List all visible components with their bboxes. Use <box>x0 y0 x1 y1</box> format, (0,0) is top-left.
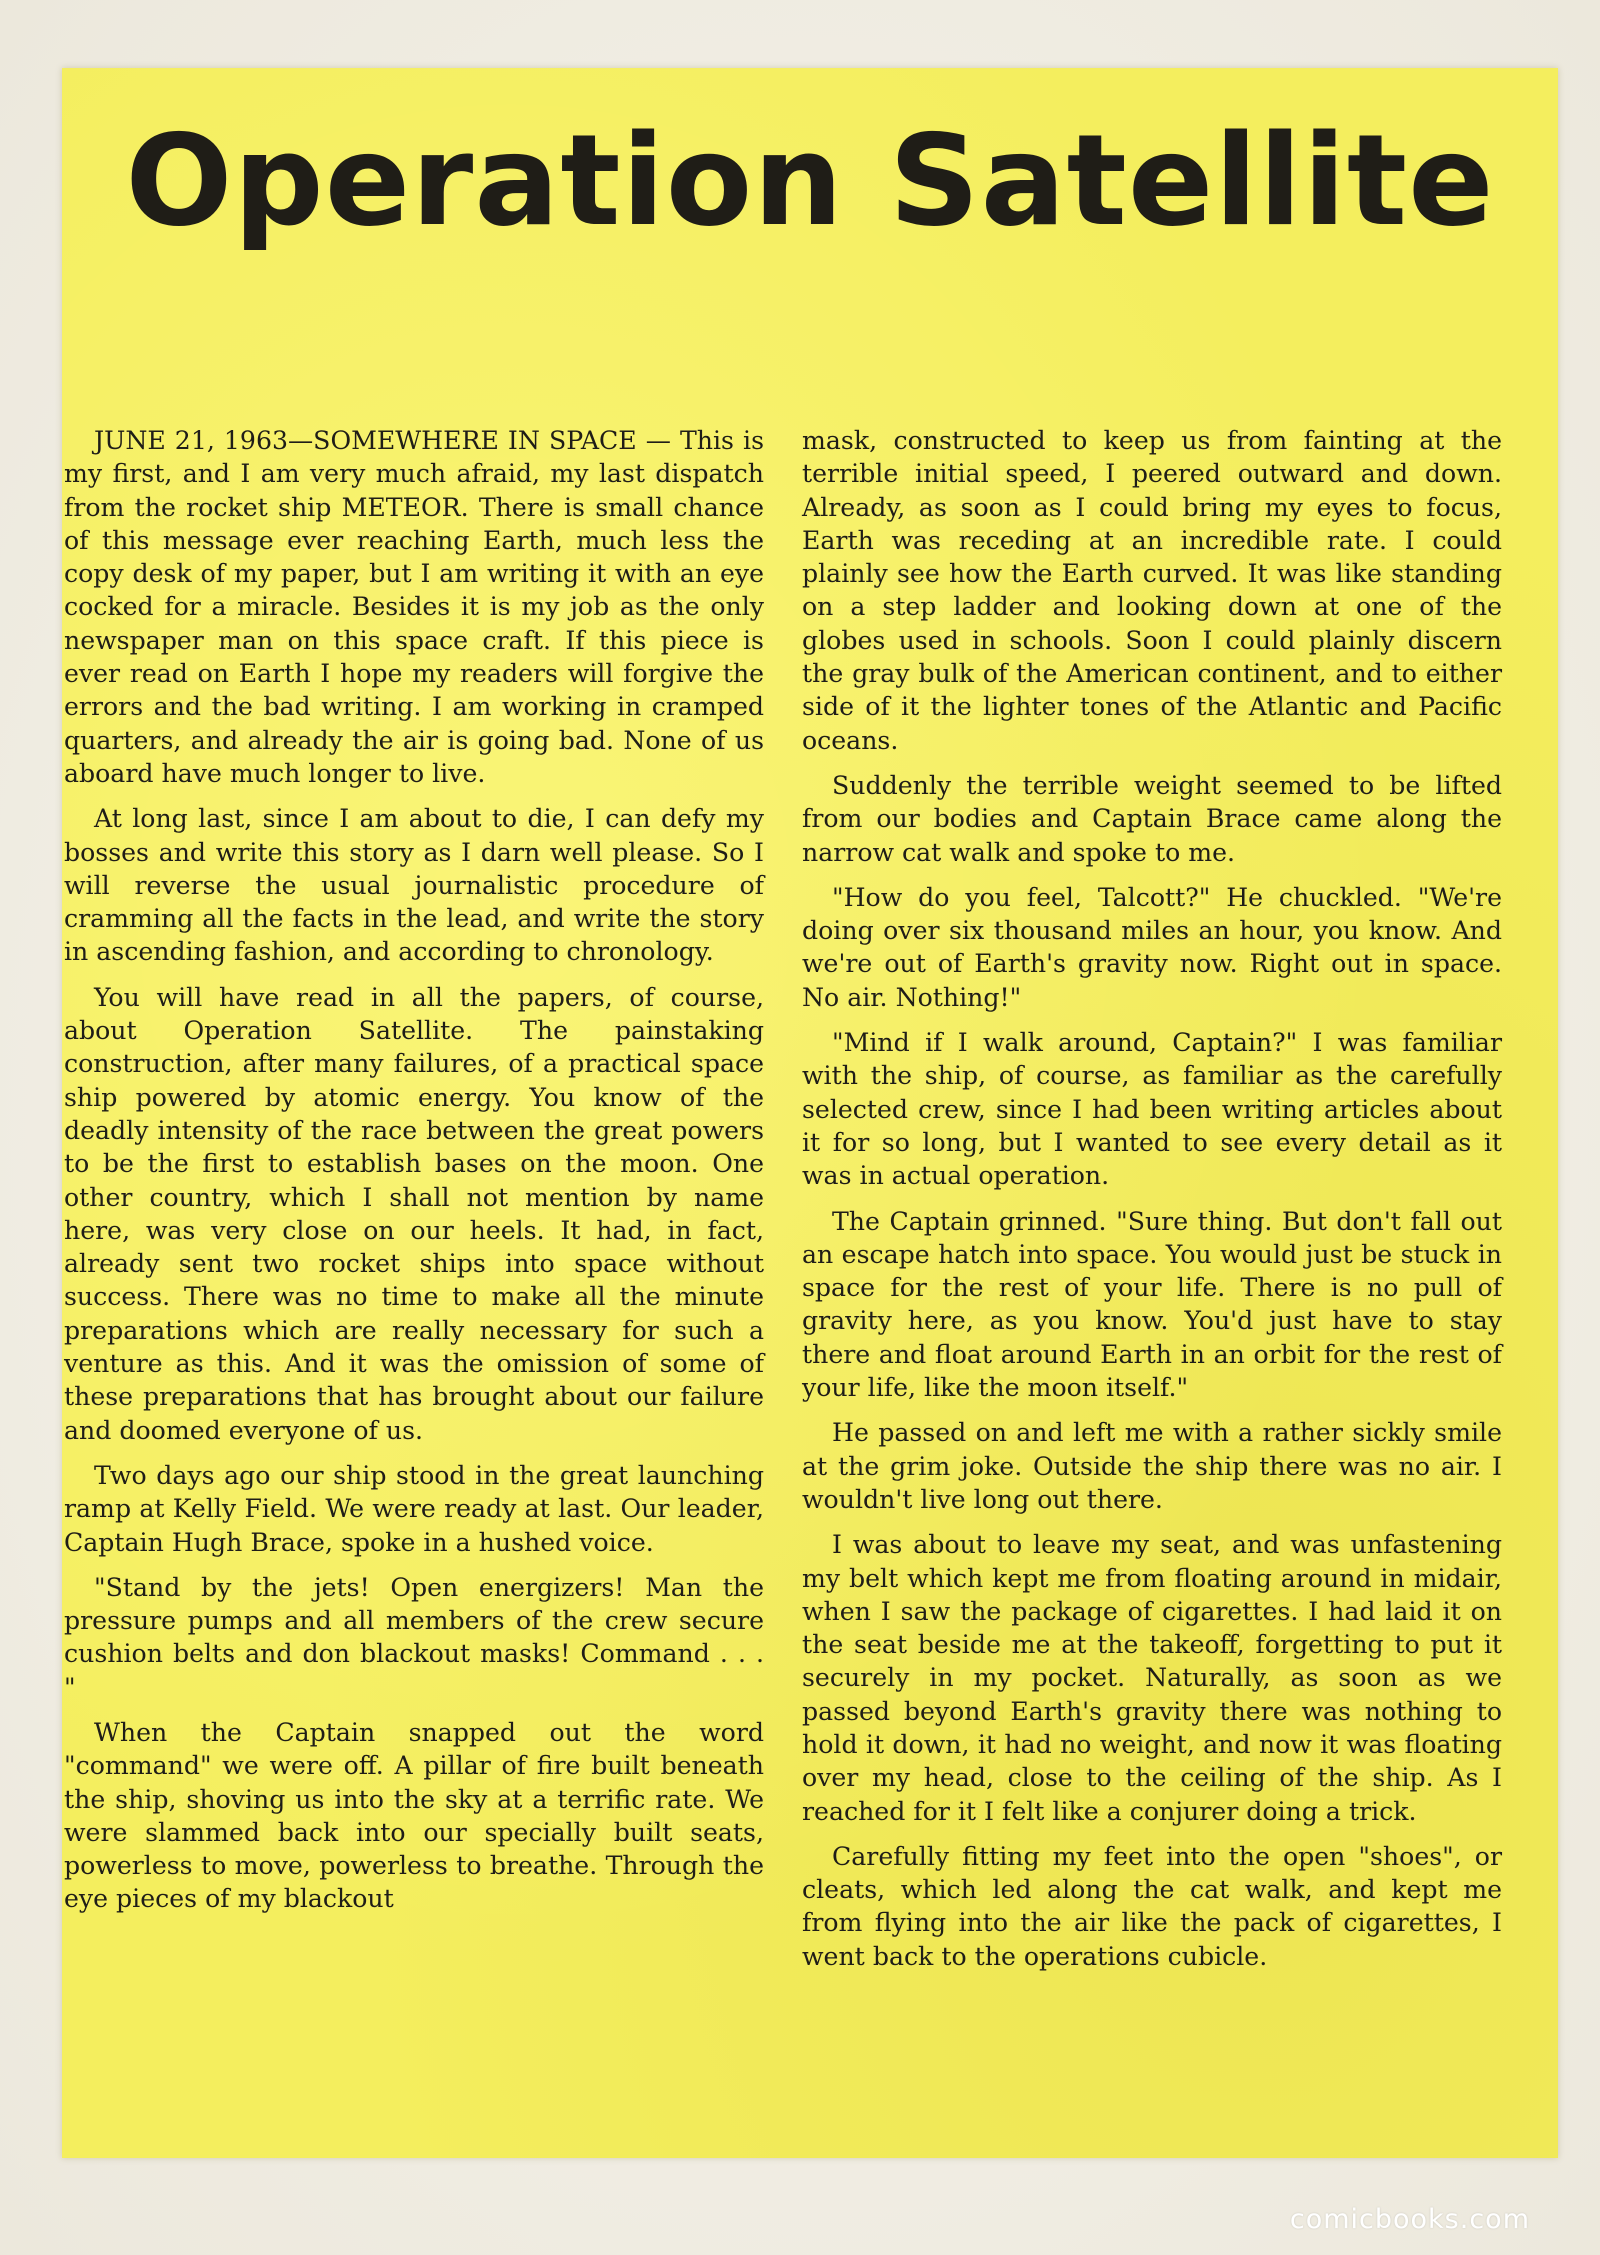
paragraph: Two days ago our ship stood in the great launching ramp at Kelly Field. We were ready at last. Our leader, Captain Hugh Brace, spoke in a hushed voice. <box>64 1460 764 1557</box>
paragraph: Suddenly the terrible weight seemed to be lifted from our bodies and Captain Brace came along the narrow cat walk and spoke to me. <box>802 770 1502 867</box>
paragraph: You will have read in all the papers, of course, about Operation Satellite. The painstaking construction, after many failures, of a practical space ship powered by atomic energy. You know of the deadly intensity of the race between the great powers to be the first to establish bases on the moon. One other country, which I shall not mention by name here, was very close on our heels. It had, in fact, already sent two rocket ships into space without success. There was no time to make all the minute preparations which are really necessary for such a venture as this. And it was the omission of some of these preparations that has brought about our failure and doomed everyone of us. <box>64 982 764 1445</box>
right-column <box>802 424 1502 1985</box>
watermark: comicbooks.com <box>1289 2204 1530 2235</box>
paragraph: "Mind if I walk around, Captain?" I was familiar with the ship, of course, as familiar as the carefully selected crew, since I had been writing articles about it for so long, but I wanted to see every detail as it was in actual operation. <box>802 1028 1502 1191</box>
paragraph: I was about to leave my seat, and was unfastening my belt which kept me from floating around in midair, when I saw the package of cigarettes. I had laid it on the seat beside me at the takeoff, forgetting to put it securely in my pocket. Naturally, as soon as we passed beyond Earth's gravity there was nothing to hold it down, it had no weight, and now it was floating over my head, close to the ceiling of the ship. As I reached for it I felt like a conjurer doing a trick. <box>802 1530 1502 1826</box>
paragraph: "Stand by the jets! Open energizers! Man the pressure pumps and all members of the crew secure cushion belts and don blackout masks! Command . . . " <box>64 1572 764 1702</box>
article-title: Operation Satellite <box>125 107 1495 254</box>
paragraph: Carefully fitting my feet into the open "shoes", or cleats, which led along the cat walk, and kept me from flying into the air like the pack of cigarettes, I went back to the operations cubicle. <box>802 1841 1502 1971</box>
paragraph: When the Captain snapped out the word "command" we were off. A pillar of fire built beneath the ship, shoving us into the sky at a terrific rate. We were slammed back into our specially built seats, powerless to move, powerless to breathe. Through the eye pieces of my blackout <box>64 1717 764 1914</box>
paragraph: The Captain grinned. "Sure thing. But don't fall out an escape hatch into space. You would just be stuck in space for the rest of your life. There is no pull of gravity here, as you know. You'd just have to stay there and float around Earth in an orbit for the rest of your life, like the moon itself." <box>802 1206 1502 1403</box>
paragraph: He passed on and left me with a rather sickly smile at the grim joke. Outside the ship there was no air. I wouldn't live long out there. <box>802 1418 1502 1514</box>
left-column <box>64 424 764 1928</box>
paragraph: mask, constructed to keep us from fainting at the terrible initial speed, I peered outward and down. Already, as soon as I could bring my eyes to focus, Earth was receding at an incredible rate. I could plainly see how the Earth curved. It was like standing on a step ladder and looking down at one of the globes used in schools. Soon I could plainly discern the gray bulk of the American continent, and to either side of it the lighter tones of the Atlantic and Pacific oceans. <box>802 426 1502 755</box>
paragraph: At long last, since I am about to die, I can defy my bosses and write this story as I darn well please. So I will reverse the usual journalistic procedure of cramming all the facts in the lead, and write the story in ascending fashion, and according to chronology. <box>64 804 764 967</box>
paragraph: "How do you feel, Talcott?" He chuckled. "We're doing over six thousand miles an hour, you know. And we're out of Earth's gravity now. Right out in space. No air. Nothing!" <box>802 882 1502 1012</box>
paragraph: JUNE 21, 1963—SOMEWHERE IN SPACE — This is my first, and I am very much afraid, my last dispatch from the rocket ship METEOR. There is small chance of this message ever reaching Earth, much less the copy desk of my paper, but I am writing it with an eye cocked for a miracle. Besides it is my job as the only newspaper man on this space craft. If this piece is ever read on Earth I hope my readers will forgive the errors and the bad writing. I am working in cramped quarters, and already the air is going bad. None of us aboard have much longer to live. <box>64 426 764 788</box>
